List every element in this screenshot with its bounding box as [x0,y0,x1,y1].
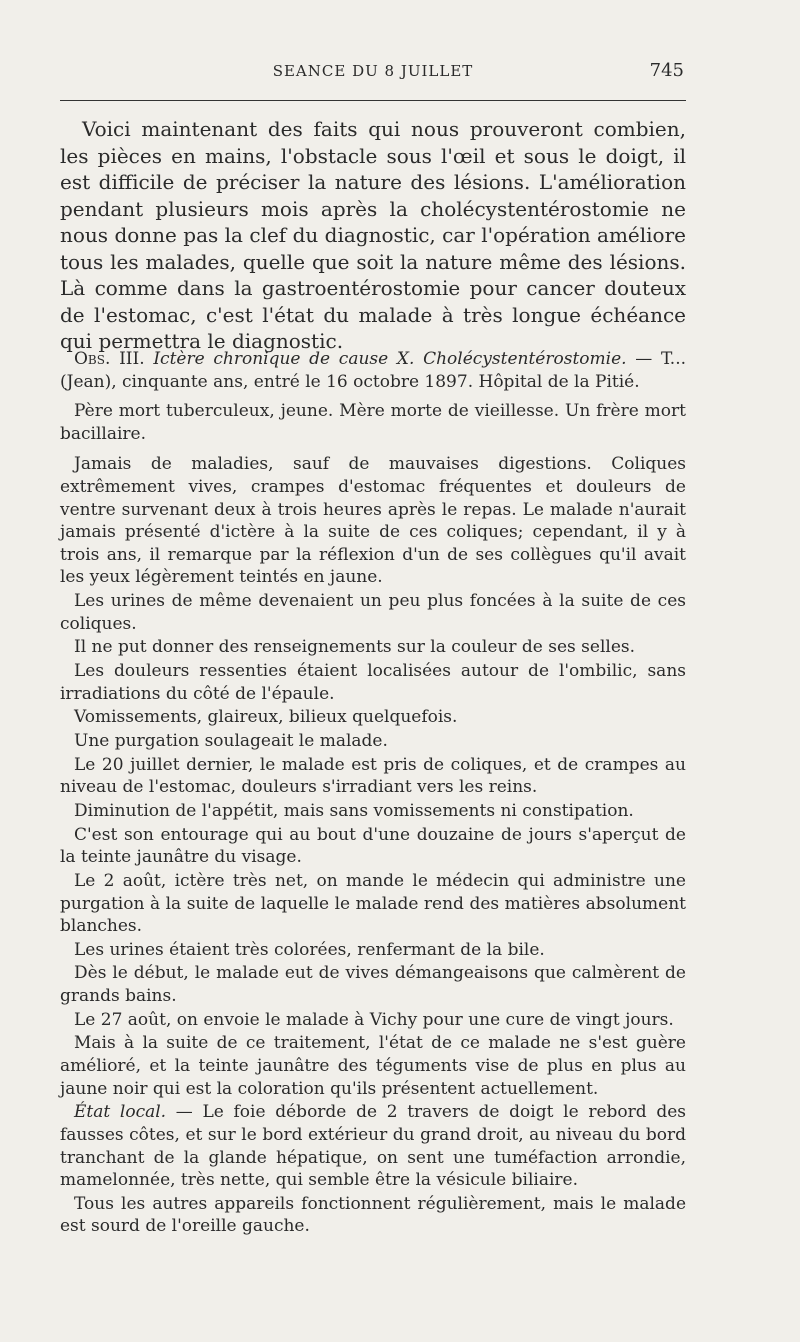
paragraph: Vomissements, glaireux, bilieux quelquefois. [74,707,458,728]
observation-patient: — T... (Jean), cinquante ans, entré le 16 octobre 1897. Hôpital de la Pitié. [60,349,686,392]
paragraph: Dès le début, le malade eut de vives démangeaisons que calmèrent de grands bains. [60,963,686,1007]
paragraph: Une purgation soulageait le malade. [74,730,388,751]
observation-label: Obs. III. [74,349,145,369]
paragraph: Le 27 août, on envoie le malade à Vichy pour une cure de vingt jours. [74,1009,674,1030]
observation-heading [60,348,686,393]
observation-section [60,348,686,1239]
etat-local-label: État local. [74,1102,167,1123]
paragraph: Les urines de même devenaient un peu plus foncées à la suite de ces coliques. [60,591,686,634]
intro-paragraph: Voici maintenant des faits qui nous prouveront combien, les pièces en mains, l'obstacle sous l'œil et sous le doigt, il est difficile de préciser la nature des lésions. L'amélioration pendant plusieurs mois après la cholécystentérostomie ne nous donne pas la clef du diagnostic, car l'opération améliore tous les malades, quelle que soit la nature même des lésions. Là comme dans la gastroentérostomie pour cancer douteux de l'estomac, c'est l'état du malade à très longue échéance qui permettra le diagnostic. [60,117,686,353]
paragraph: Père mort tuberculeux, jeune. Mère morte de vieillesse. Un frère mort bacillaire. [60,401,686,444]
paragraph: Jamais de maladies, sauf de mauvaises digestions. Coliques extrêmement vives, crampes d'estomac fréquentes et douleurs de ventre survenant deux à trois heures après le repas. Le malade n'aurait jamais présenté d'ictère à la suite de ces coliques; cependant, il y à trois ans, il remarque par la réflexion d'un de ses collègues qu'il avait les yeux légèrement teintés en jaune. [60,454,686,588]
paragraph: Mais à la suite de ce traitement, l'état de ce malade ne s'est guère amélioré, et la teinte jaunâtre des téguments vise de plus en plus au jaune noir qui est la coloration qu'ils présentent actuellement. [60,1033,686,1099]
etat-local-paragraph [60,1101,686,1191]
paragraph: Le 20 juillet dernier, le malade est pris de coliques, et de crampes au niveau de l'estomac, douleurs s'irradiant vers les reins. [60,754,686,798]
paragraph: Les douleurs ressenties étaient localisées autour de l'ombilic, sans irradiations du côté de l'épaule. [60,661,686,704]
paragraph: Il ne put donner des renseignements sur la couleur de ses selles. [74,637,636,658]
running-title: SEANCE DU 8 JUILLET [272,62,474,80]
paragraph: C'est son entourage qui au bout d'une douzaine de jours s'aperçut de la teinte jaunâtre du visage. [60,824,686,868]
paragraph: Le 2 août, ictère très net, on mande le médecin qui administre une purgation à la suite de laquelle le malade rend des matières absolument blanches. [60,870,686,937]
page-number: 745 [649,60,684,81]
etat-local-text: — Le foie déborde de 2 travers de doigt le rebord des fausses côtes, et sur le bord extérieur du grand droit, au niveau du bord tranchant de la glande hépatique, on sent une tuméfaction arrondie, mamelonnée, très nette, qui semble être la vésicule biliaire. [60,1102,687,1191]
paragraph: Les urines étaient très colorées, renfermant de la bile. [74,939,545,960]
page-header [60,60,686,90]
observation-title: Ictère chronique de cause X. Cholécystentérostomie. [153,349,627,369]
header-rule [60,100,686,101]
intro-section [60,116,686,355]
paragraph: Tous les autres appareils fonctionnent régulièrement, mais le malade est sourd de l'oreille gauche. [60,1193,686,1237]
paragraph: Diminution de l'appétit, mais sans vomissements ni constipation. [74,800,634,821]
